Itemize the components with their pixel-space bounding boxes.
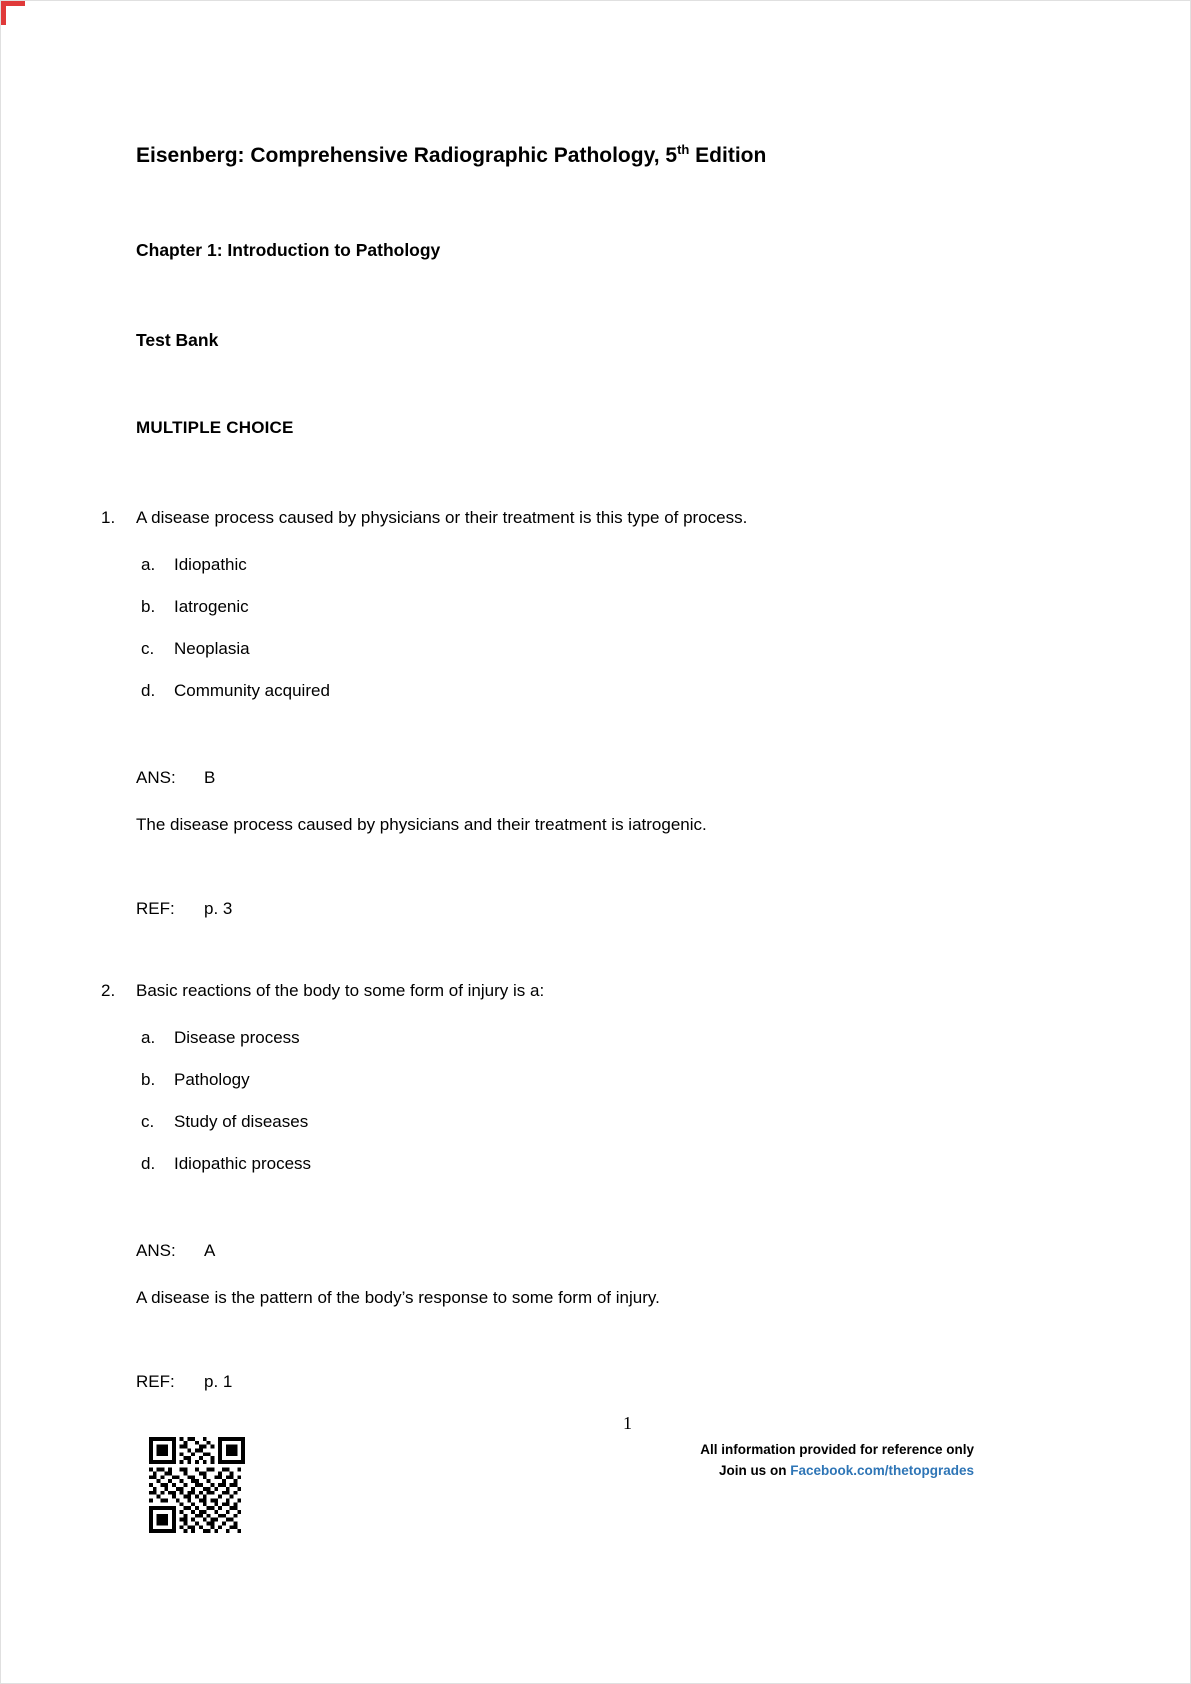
- answer-line: [136, 767, 1090, 789]
- reference-value: p. 1: [204, 1372, 233, 1391]
- question-number: 1.: [101, 508, 116, 527]
- question-block-2: [101, 980, 1090, 1393]
- option-letter: d.: [141, 1154, 156, 1173]
- footer-notice: [700, 1439, 974, 1481]
- option-text: Neoplasia: [174, 639, 250, 658]
- answer-explanation: A disease is the pattern of the body’s response to some form of injury.: [136, 1288, 660, 1307]
- document-title: [136, 137, 1090, 169]
- option-c: [141, 638, 1090, 660]
- reference-line: [136, 1371, 1090, 1393]
- reference-label: REF:: [136, 899, 175, 918]
- option-letter: a.: [141, 1028, 156, 1047]
- qr-code: [149, 1437, 245, 1533]
- chapter-heading: Chapter 1: Introduction to Pathology: [136, 240, 441, 260]
- option-d: [141, 680, 1090, 702]
- page-number: 1: [623, 1413, 632, 1433]
- document-title-superscript: th: [677, 142, 690, 157]
- option-text: Idiopathic process: [174, 1154, 312, 1173]
- test-bank-heading: Test Bank: [136, 330, 219, 350]
- option-d: [141, 1153, 1090, 1175]
- option-c: [141, 1111, 1090, 1133]
- option-text: Iatrogenic: [174, 597, 249, 616]
- footer-join-line: [700, 1460, 974, 1481]
- option-text: Disease process: [174, 1028, 300, 1047]
- answer-value: B: [204, 768, 216, 787]
- footer-reference-note: All information provided for reference only: [700, 1442, 974, 1457]
- option-text: Study of diseases: [174, 1112, 309, 1131]
- corner-accent-mark: [1, 1, 25, 25]
- question-block-1: [101, 507, 1090, 920]
- reference-label: REF:: [136, 1372, 175, 1391]
- option-letter: b.: [141, 1070, 156, 1089]
- option-a: [141, 1027, 1090, 1049]
- footer-join-prefix: Join us on: [718, 1463, 791, 1478]
- answer-value: A: [204, 1241, 216, 1260]
- reference-line: [136, 898, 1090, 920]
- option-text: Pathology: [174, 1070, 250, 1089]
- question-text: Basic reactions of the body to some form of injury is a:: [136, 981, 545, 1000]
- document-title-rest: Edition: [689, 144, 767, 167]
- option-a: [141, 554, 1090, 576]
- question-line: [101, 980, 1090, 1002]
- options-list: [141, 1027, 1090, 1175]
- options-list: [141, 554, 1090, 702]
- answer-label: ANS:: [136, 768, 176, 787]
- question-number: 2.: [101, 981, 116, 1000]
- answer-line: [136, 1240, 1090, 1262]
- option-b: [141, 596, 1090, 618]
- option-letter: b.: [141, 597, 156, 616]
- option-letter: c.: [141, 639, 155, 658]
- option-letter: c.: [141, 1112, 155, 1131]
- option-letter: d.: [141, 681, 156, 700]
- answer-label: ANS:: [136, 1241, 176, 1260]
- answer-explanation: The disease process caused by physicians and their treatment is iatrogenic.: [136, 815, 707, 834]
- reference-value: p. 3: [204, 899, 233, 918]
- option-text: Community acquired: [174, 681, 330, 700]
- facebook-link[interactable]: Facebook.com/thetopgrades: [790, 1463, 974, 1478]
- option-text: Idiopathic: [174, 555, 247, 574]
- question-text: A disease process caused by physicians or their treatment is this type of process.: [136, 508, 748, 527]
- multiple-choice-heading: MULTIPLE CHOICE: [136, 418, 294, 437]
- document-title-main: Eisenberg: Comprehensive Radiographic Pathology, 5: [136, 144, 678, 167]
- page-content: [1, 1, 1190, 1393]
- option-letter: a.: [141, 555, 156, 574]
- question-line: [101, 507, 1090, 529]
- option-b: [141, 1069, 1090, 1091]
